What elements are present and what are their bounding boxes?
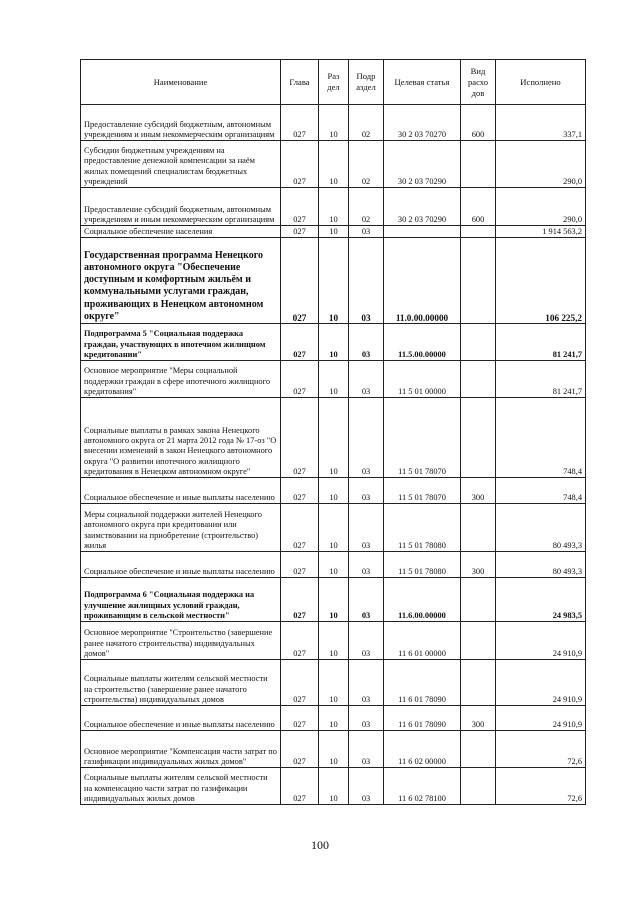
- cell-name: Социальные выплаты жителям сельской местности на строительство (завершение ранее начатого строительства) индивидуальных домов: [81, 660, 281, 706]
- header-razdel: Раз дел: [319, 60, 349, 105]
- cell-name: Предоставление субсидий бюджетным, автономным учреждениям и иным некоммерческим организациям: [81, 188, 281, 226]
- table-row: [81, 226, 586, 238]
- cell-vid-raskhodov: 300: [461, 706, 496, 731]
- cell-vid-raskhodov: [461, 226, 496, 238]
- cell-podrazdel: 03: [349, 552, 384, 578]
- cell-tselevaya-statya: 11 6 02 00000: [384, 731, 461, 768]
- table-row: [81, 105, 586, 141]
- cell-tselevaya-statya: 11 5 01 78080: [384, 504, 461, 552]
- header-name: Наименование: [81, 60, 281, 105]
- cell-tselevaya-statya: 11.0.00.00000: [384, 238, 461, 324]
- cell-tselevaya-statya: 11 6 01 78090: [384, 706, 461, 731]
- table-row: [81, 504, 586, 552]
- cell-glava: 027: [281, 706, 319, 731]
- cell-glava: 027: [281, 226, 319, 238]
- cell-vid-raskhodov: 600: [461, 188, 496, 226]
- cell-name: Основное мероприятие "Меры социальной поддержки граждан в сфере ипотечного жилищного кредитования": [81, 361, 281, 398]
- cell-name: Основное мероприятие "Строительство (завершение ранее начатого строительства) индивидуальных домов": [81, 622, 281, 660]
- table-row: [81, 361, 586, 398]
- cell-glava: 027: [281, 478, 319, 504]
- cell-name: Предоставление субсидий бюджетным, автономным учреждениям и иным некоммерческим организациям: [81, 105, 281, 141]
- cell-glava: 027: [281, 660, 319, 706]
- table-row: [81, 660, 586, 706]
- cell-razdel: 10: [319, 398, 349, 478]
- table-row: [81, 398, 586, 478]
- cell-tselevaya-statya: 30 2 03 70270: [384, 105, 461, 141]
- cell-glava: 027: [281, 552, 319, 578]
- cell-name: Социальное обеспечение и иные выплаты населению: [81, 706, 281, 731]
- cell-tselevaya-statya: 11 5 01 78070: [384, 398, 461, 478]
- cell-vid-raskhodov: 300: [461, 478, 496, 504]
- cell-tselevaya-statya: 11 6 01 00000: [384, 622, 461, 660]
- cell-ispolneno: 81 241,7: [496, 361, 586, 398]
- table-body: [81, 105, 586, 805]
- cell-podrazdel: 03: [349, 398, 384, 478]
- cell-razdel: 10: [319, 660, 349, 706]
- cell-name: Социальное обеспечение и иные выплаты населению: [81, 552, 281, 578]
- cell-podrazdel: 03: [349, 706, 384, 731]
- cell-vid-raskhodov: [461, 578, 496, 622]
- cell-ispolneno: 72,6: [496, 768, 586, 805]
- cell-tselevaya-statya: 11 5 01 78070: [384, 478, 461, 504]
- cell-name: Социальные выплаты в рамках закона Ненецкого автономного округа от 21 марта 2012 года № 17-оз "О внесении изменений в закон Ненецкого автономного округа "О развитии ипотечного жилищного кредитования в Ненецком автономном округе": [81, 398, 281, 478]
- cell-name: Меры социальной поддержки жителей Ненецкого автономного округа при кредитовании или заимствовании на приобретение (строительство) жилья: [81, 504, 281, 552]
- cell-tselevaya-statya: 11.6.00.00000: [384, 578, 461, 622]
- cell-razdel: 10: [319, 731, 349, 768]
- cell-razdel: 10: [319, 622, 349, 660]
- header-vid-raskhodov: Вид расхо дов: [461, 60, 496, 105]
- cell-ispolneno: 748,4: [496, 398, 586, 478]
- cell-tselevaya-statya: 11 6 02 78100: [384, 768, 461, 805]
- cell-podrazdel: 03: [349, 768, 384, 805]
- cell-ispolneno: 290,0: [496, 141, 586, 188]
- cell-glava: 027: [281, 238, 319, 324]
- cell-glava: 027: [281, 731, 319, 768]
- table-row: [81, 622, 586, 660]
- cell-ispolneno: 106 225,2: [496, 238, 586, 324]
- cell-razdel: 10: [319, 361, 349, 398]
- cell-vid-raskhodov: [461, 660, 496, 706]
- cell-name: Основное мероприятие "Компенсация части затрат по газификации индивидуальных жилых домов": [81, 731, 281, 768]
- table-row: [81, 478, 586, 504]
- table-row: [81, 324, 586, 361]
- cell-podrazdel: 03: [349, 238, 384, 324]
- cell-name: Подпрограмма 6 "Социальная поддержка на улучшение жилищных условий граждан, проживающим в сельской местности": [81, 578, 281, 622]
- cell-ispolneno: 24 983,5: [496, 578, 586, 622]
- cell-podrazdel: 03: [349, 731, 384, 768]
- cell-glava: 027: [281, 141, 319, 188]
- table-header-row: [81, 60, 586, 105]
- table-row: [81, 141, 586, 188]
- cell-razdel: 10: [319, 706, 349, 731]
- cell-ispolneno: 1 914 563,2: [496, 226, 586, 238]
- header-ispolneno: Исполнено: [496, 60, 586, 105]
- cell-name: Социальное обеспечение и иные выплаты населению: [81, 478, 281, 504]
- table-row: [81, 578, 586, 622]
- cell-name: Социальные выплаты жителям сельской местности на компенсацию части затрат по газификации индивидуальных жилых домов: [81, 768, 281, 805]
- table-row: [81, 238, 586, 324]
- cell-podrazdel: 03: [349, 478, 384, 504]
- cell-razdel: 10: [319, 504, 349, 552]
- cell-name: Социальное обеспечение населения: [81, 226, 281, 238]
- table-row: [81, 706, 586, 731]
- cell-podrazdel: 03: [349, 660, 384, 706]
- cell-vid-raskhodov: [461, 361, 496, 398]
- cell-ispolneno: 290,0: [496, 188, 586, 226]
- table-row: [81, 731, 586, 768]
- cell-podrazdel: 03: [349, 324, 384, 361]
- cell-podrazdel: 03: [349, 226, 384, 238]
- cell-vid-raskhodov: [461, 622, 496, 660]
- cell-glava: 027: [281, 188, 319, 226]
- cell-vid-raskhodov: [461, 238, 496, 324]
- cell-razdel: 10: [319, 578, 349, 622]
- cell-glava: 027: [281, 361, 319, 398]
- cell-ispolneno: 80 493,3: [496, 504, 586, 552]
- cell-tselevaya-statya: 11 5 01 00000: [384, 361, 461, 398]
- cell-razdel: 10: [319, 238, 349, 324]
- cell-podrazdel: 02: [349, 188, 384, 226]
- cell-ispolneno: 24 910,9: [496, 660, 586, 706]
- cell-ispolneno: 72,6: [496, 731, 586, 768]
- cell-glava: 027: [281, 578, 319, 622]
- cell-glava: 027: [281, 504, 319, 552]
- cell-vid-raskhodov: [461, 768, 496, 805]
- cell-podrazdel: 03: [349, 504, 384, 552]
- page-number: 100: [311, 838, 329, 852]
- cell-razdel: 10: [319, 478, 349, 504]
- cell-podrazdel: 03: [349, 622, 384, 660]
- cell-ispolneno: 81 241,7: [496, 324, 586, 361]
- cell-razdel: 10: [319, 768, 349, 805]
- cell-tselevaya-statya: 11 5 01 78080: [384, 552, 461, 578]
- header-glava: Глава: [281, 60, 319, 105]
- cell-podrazdel: 02: [349, 141, 384, 188]
- cell-name: Субсидии бюджетным учреждениям на предоставление денежной компенсации за наём жилых помещений специалистам бюджетных учреждений: [81, 141, 281, 188]
- header-tselevaya-statya: Целевая статья: [384, 60, 461, 105]
- cell-podrazdel: 02: [349, 105, 384, 141]
- cell-glava: 027: [281, 105, 319, 141]
- cell-razdel: 10: [319, 552, 349, 578]
- cell-tselevaya-statya: 30 2 03 70290: [384, 141, 461, 188]
- table-row: [81, 768, 586, 805]
- cell-razdel: 10: [319, 105, 349, 141]
- cell-ispolneno: 80 493,3: [496, 552, 586, 578]
- cell-ispolneno: 24 910,9: [496, 622, 586, 660]
- cell-tselevaya-statya: 11.5.00.00000: [384, 324, 461, 361]
- table-row: [81, 552, 586, 578]
- cell-glava: 027: [281, 768, 319, 805]
- cell-glava: 027: [281, 324, 319, 361]
- cell-vid-raskhodov: [461, 504, 496, 552]
- cell-vid-raskhodov: [461, 398, 496, 478]
- cell-ispolneno: 337,1: [496, 105, 586, 141]
- cell-vid-raskhodov: [461, 731, 496, 768]
- cell-tselevaya-statya: 11 6 01 78090: [384, 660, 461, 706]
- cell-razdel: 10: [319, 226, 349, 238]
- cell-vid-raskhodov: [461, 141, 496, 188]
- cell-ispolneno: 24 910,9: [496, 706, 586, 731]
- budget-table: [80, 59, 586, 805]
- cell-glava: 027: [281, 398, 319, 478]
- cell-tselevaya-statya: [384, 226, 461, 238]
- header-podrazdel: Подр аздел: [349, 60, 384, 105]
- cell-ispolneno: 748,4: [496, 478, 586, 504]
- cell-glava: 027: [281, 622, 319, 660]
- cell-razdel: 10: [319, 141, 349, 188]
- cell-vid-raskhodov: 600: [461, 105, 496, 141]
- cell-vid-raskhodov: [461, 324, 496, 361]
- cell-name: Государственная программа Ненецкого автономного округа "Обеспечение доступным и комфортным жильём и коммунальными услугами граждан, проживающих в Ненецком автономном округе": [81, 238, 281, 324]
- cell-tselevaya-statya: 30 2 03 70290: [384, 188, 461, 226]
- cell-razdel: 10: [319, 324, 349, 361]
- table-row: [81, 188, 586, 226]
- cell-podrazdel: 03: [349, 578, 384, 622]
- cell-name: Подпрограмма 5 "Социальная поддержка граждан, участвующих в ипотечном жилищном кредитовании": [81, 324, 281, 361]
- cell-vid-raskhodov: 300: [461, 552, 496, 578]
- cell-podrazdel: 03: [349, 361, 384, 398]
- cell-razdel: 10: [319, 188, 349, 226]
